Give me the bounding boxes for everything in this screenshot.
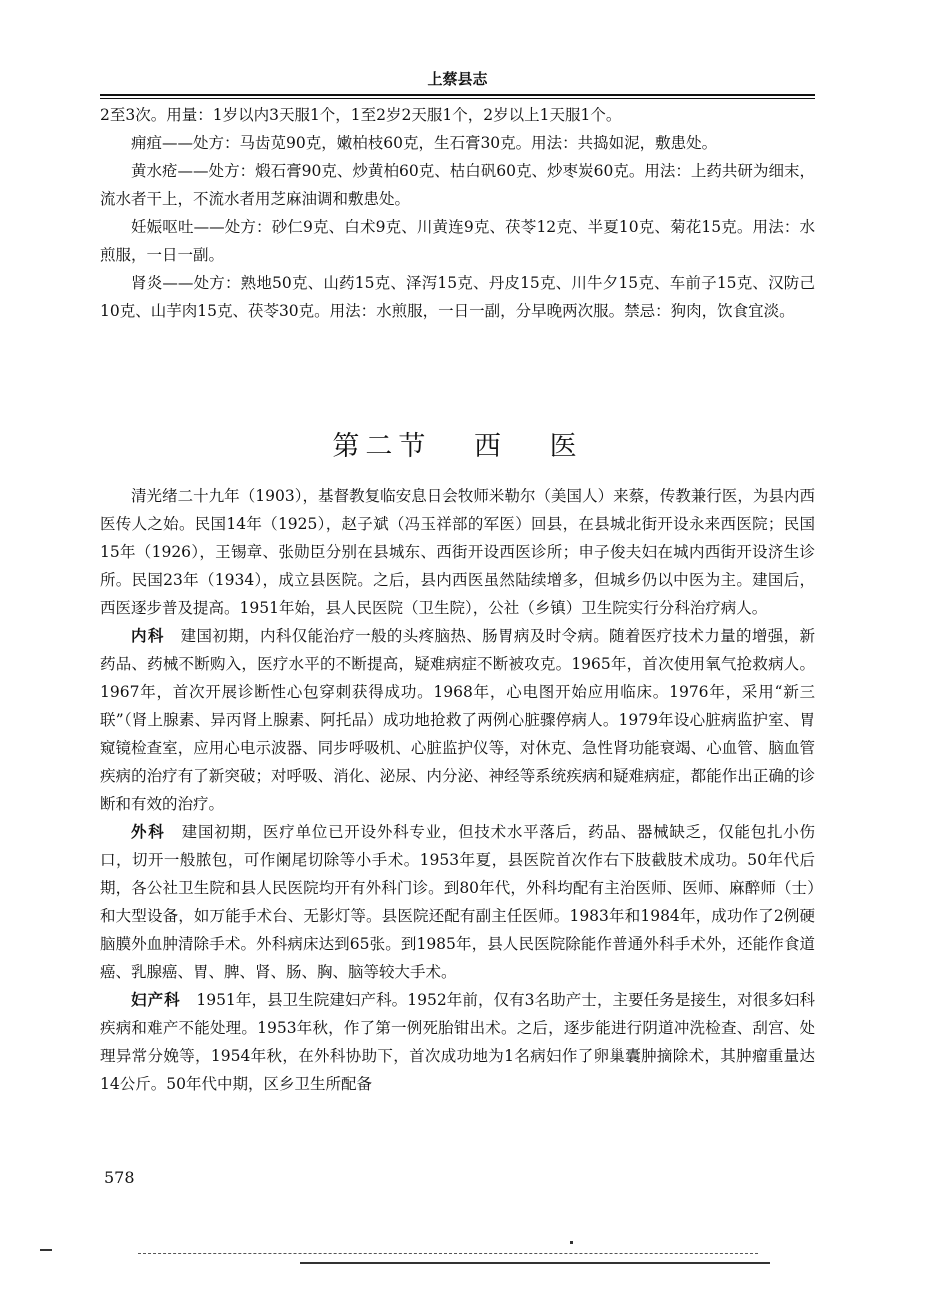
- department-label: 内科: [131, 626, 165, 645]
- department-text: 建国初期，医疗单位已开设外科专业，但技术水平落后，药品、器械缺乏，仅能包扎小伤口，切开一般脓包，可作阑尾切除等小手术。1953年夏，县医院首次作右下肢截肢术成功。50年代后期，各公社卫生院和县人民医院均开有外科门诊。到80年代，外科均配有主治医师、医师、麻醉师（士）和大型设备，如万能手术台、无影灯等。县医院还配有副主任医师。1983年和1984年，成功作了2例硬脑膜外血肿清除手术。外科病床达到65张。到1985年，县人民医院除能作普通外科手术外，还能作食道癌、乳腺癌、胃、脾、肾、肠、胸、脑等较大手术。: [100, 823, 815, 981]
- department-paragraph: [100, 818, 815, 986]
- prescription-line: 2至3次。用量：1岁以内3天服1个，1至2岁2天服1个，2岁以上1天服1个。: [100, 106, 622, 124]
- department-text: 1951年，县卫生院建妇产科。1952年前，仅有3名助产士，主要任务是接生，对很多妇科疾病和难产不能处理。1953年秋，作了第一例死胎钳出术。之后，逐步能进行阴道冲洗检查、刮宫、处理异常分娩等，1954年秋，在外科协助下，首次成功地为1名病妇作了卵巢囊肿摘除术，其肿瘤重量达14公斤。50年代中期，区乡卫生所配备: [100, 991, 815, 1093]
- section-title-char: 西: [474, 431, 507, 462]
- intro-paragraph: 清光绪二十九年（1903），基督教复临安息日会牧师米勒尔（美国人）来蔡，传教兼行医，为县内西医传人之始。民国14年（1925），赵子斌（冯玉祥部的军医）回县，在县城北街开设永来西医院；民国15年（1926），王锡章、张勋臣分别在县城东、西街开设西医诊所；申子俊夫妇在城内西街开设济生诊所。民国23年（1934），成立县医院。之后，县内西医虽然陆续增多，但城乡仍以中医为主。建国后，西医逐步普及提高。1951年始，县人民医院（卫生院），公社（乡镇）卫生院实行分科治疗病人。: [100, 487, 815, 617]
- scan-artifact: [570, 1241, 573, 1244]
- section-title: [100, 424, 815, 463]
- section-title-char: 医: [549, 431, 583, 462]
- header-rule: [100, 94, 815, 96]
- scan-artifact: [138, 1253, 758, 1254]
- department-text: 建国初期，内科仅能治疗一般的头疼脑热、肠胃病及时令病。随着医疗技术力量的增强，新药品、药械不断购入，医疗水平的不断提高，疑难病症不断被攻克。1965年，首次使用氧气抢救病人。1967年，首次开展诊断性心包穿刺获得成功。1968年，心电图开始应用临床。1976年，采用“新三联”（肾上腺素、异丙肾上腺素、阿托品）成功地抢救了两例心脏骤停病人。1979年设心脏病监护室、胃窥镜检查室，应用心电示波器、同步呼吸机、心脏监护仪等，对休克、急性肾功能衰竭、心血管、脑血管疾病的治疗有了新突破；对呼吸、消化、泌尿、内分泌、神经等系统疾病和疑难病症，都能作出正确的诊断和有效的治疗。: [100, 627, 815, 813]
- body-text: [100, 482, 815, 1098]
- prescription-paragraph: 痈疽——处方：马齿苋90克，嫩柏枝60克，生石膏30克。用法：共捣如泥，敷患处。: [131, 134, 718, 152]
- running-header: 上蔡县志: [427, 70, 488, 88]
- scan-artifact: [40, 1249, 52, 1251]
- header-rule-thin: [100, 98, 815, 99]
- department-paragraph: [100, 986, 815, 1098]
- prescription-paragraph: 黄水疮——处方：煅石膏90克、炒黄柏60克、枯白矾60克、炒枣炭60克。用法：上药共研为细末，流水者干上，不流水者用芝麻油调和敷患处。: [100, 162, 815, 208]
- page-number: 578: [104, 1168, 135, 1187]
- section-number: 第二节: [332, 431, 432, 462]
- department-paragraph: [100, 622, 815, 818]
- department-label: 妇产科: [131, 990, 181, 1009]
- prescription-paragraph: 妊娠呕吐——处方：砂仁9克、白术9克、川黄连9克、茯苓12克、半夏10克、菊花15克。用法：水煎服，一日一副。: [100, 218, 815, 264]
- prescription-paragraph: 肾炎——处方：熟地50克、山药15克、泽泻15克、丹皮15克、川牛夕15克、车前子15克、汉防己10克、山芋肉15克、茯苓30克。用法：水煎服，一日一副，分早晚两次服。禁忌：狗肉，饮食宜淡。: [100, 274, 815, 320]
- department-label: 外科: [131, 822, 166, 841]
- prescription-block: [100, 101, 815, 325]
- scan-artifact: [300, 1262, 770, 1264]
